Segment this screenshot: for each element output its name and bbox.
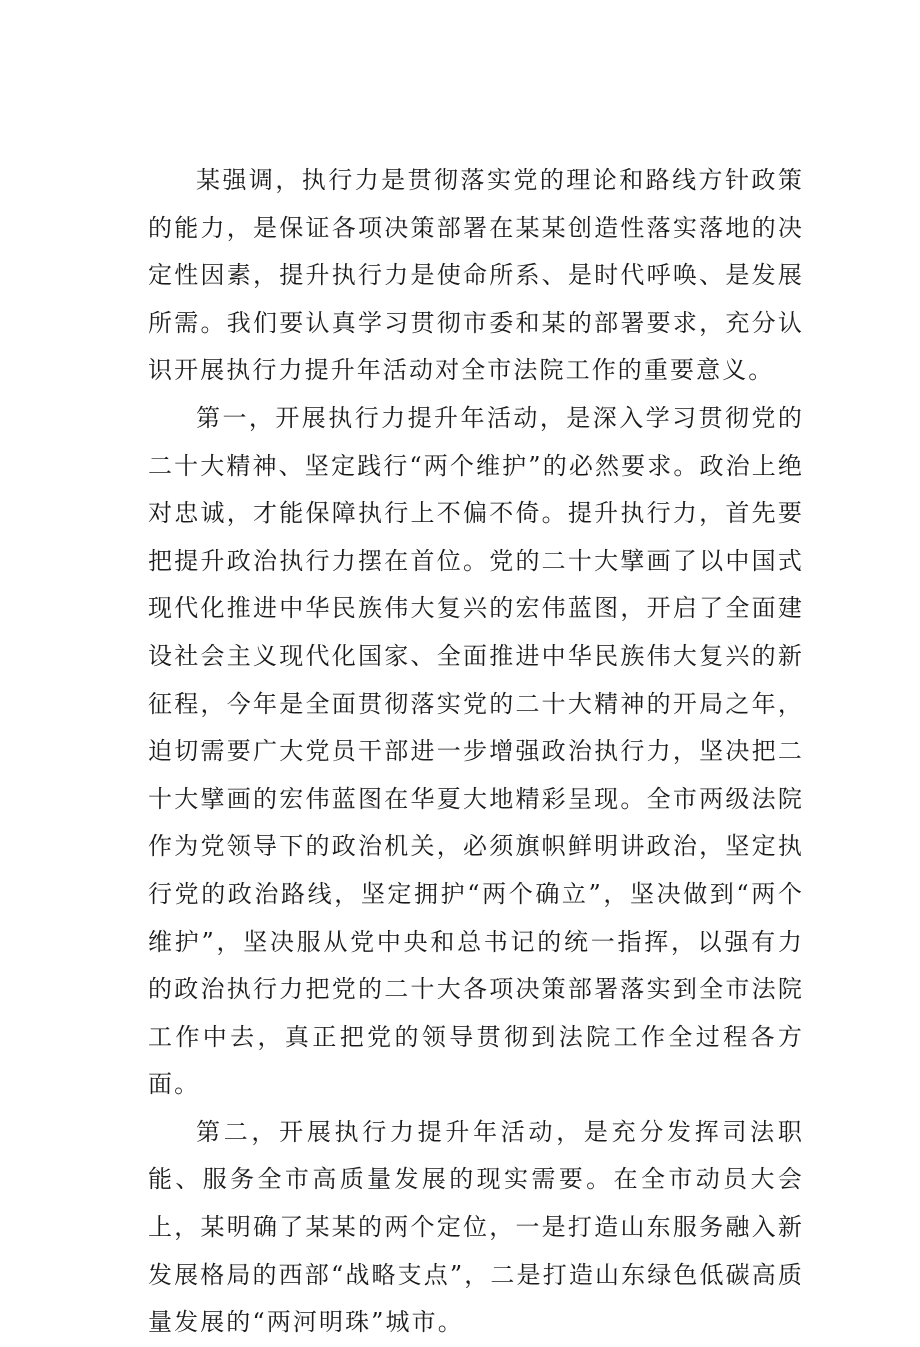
paragraph-first-point: 第一，开展执行力提升年活动，是深入学习贯彻党的二十大精神、坚定践行“两个维护”的必然要求。政治上绝对忠诚，才能保障执行上不偏不倚。提升执行力，首先要把提升政治执行力摆在首位。党的二十大擘画了以中国式现代化推进中华民族伟大复兴的宏伟蓝图，开启了全面建设社会主义现代化国家、全面推进中华民族伟大复兴的新征程，今年是全面贯彻落实党的二十大精神的开局之年，迫切需要广大党员干部进一步增强政治执行力，坚决把二十大擘画的宏伟蓝图在华夏大地精彩呈现。全市两级法院作为党领导下的政治机关，必须旗帜鲜明讲政治，坚定执行党的政治路线，坚定拥护“两个确立”，坚决做到“两个维护”，坚决服从党中央和总书记的统一指挥，以强有力的政治执行力把党的二十大各项决策部署落实到全市法院工作中去，真正把党的领导贯彻到法院工作全过程各方面。 xyxy=(148,403,804,1099)
document-body xyxy=(148,157,804,1347)
paragraph-intro: 某强调，执行力是贯彻落实党的理论和路线方针政策的能力，是保证各项决策部署在某某创造性落实落地的决定性因素，提升执行力是使命所系、是时代呼唤、是发展所需。我们要认真学习贯彻市委和某的部署要求，充分认识开展执行力提升年活动对全市法院工作的重要意义。 xyxy=(148,166,804,385)
paragraph-second-point: 第二，开展执行力提升年活动，是充分发挥司法职能、服务全市高质量发展的现实需要。在全市动员大会上，某明确了某某的两个定位，一是打造山东服务融入新发展格局的西部“战略支点”，二是打造山东绿色低碳高质量发展的“两河明珠”城市。 xyxy=(148,1117,804,1337)
